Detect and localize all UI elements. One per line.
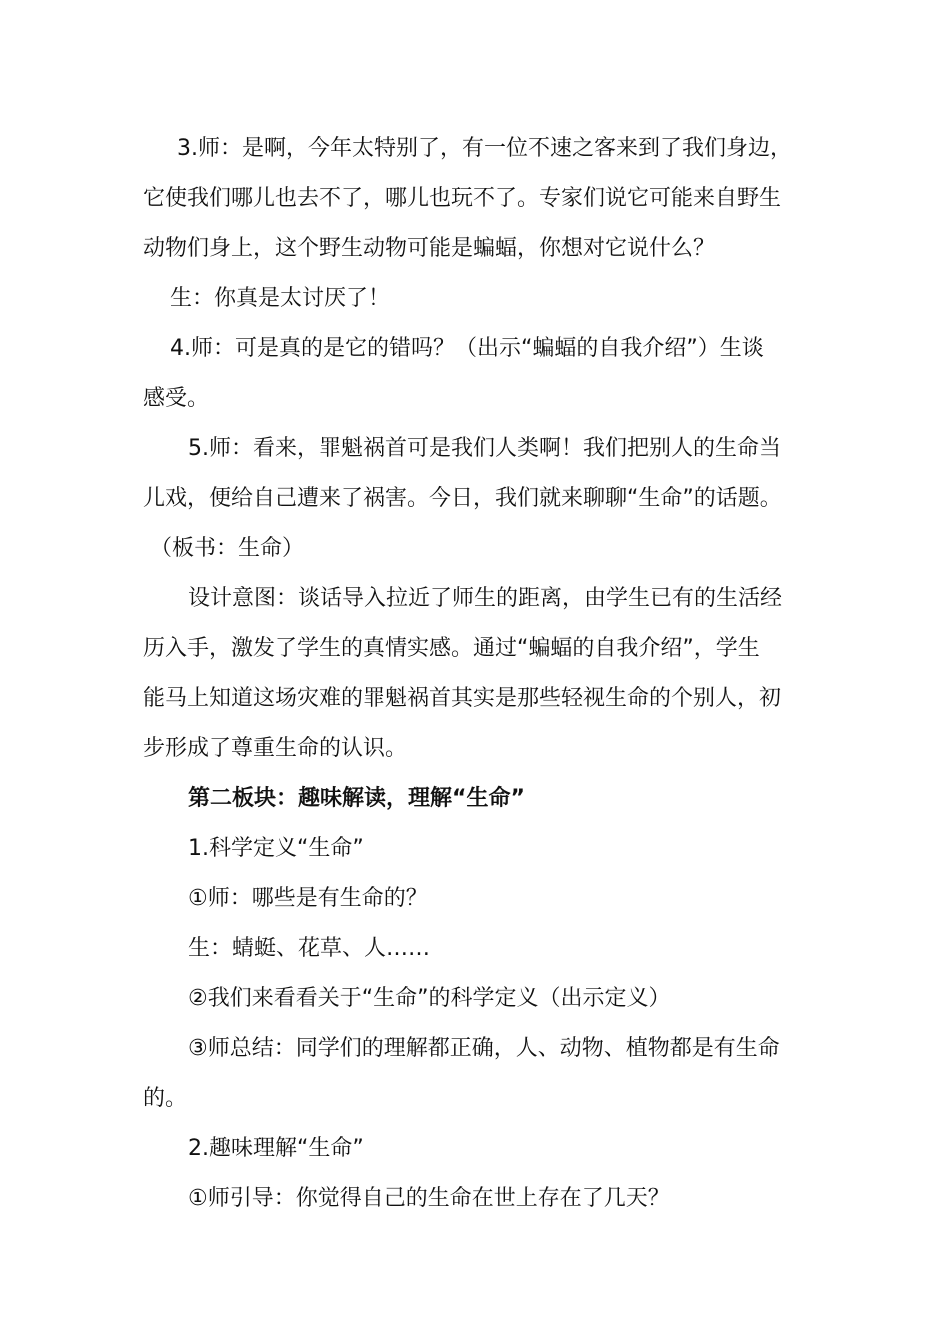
paragraph-line-1: 3.师：是啊，今年太特别了，有一位不速之客来到了我们身边， xyxy=(177,136,792,161)
paragraph-line-18: ②我们来看看关于“生命”的科学定义（出示定义） xyxy=(188,986,671,1011)
paragraph-line-2: 它使我们哪儿也去不了，哪儿也玩不了。专家们说它可能来自野生 xyxy=(143,186,782,211)
paragraph-line-19: ③师总结：同学们的理解都正确，人、动物、植物都是有生命 xyxy=(188,1036,780,1061)
paragraph-line-6: 感受。 xyxy=(143,386,210,411)
paragraph-line-17: 生：蜻蜓、花草、人…… xyxy=(188,936,431,961)
paragraph-line-13: 步形成了尊重生命的认识。 xyxy=(143,736,408,761)
paragraph-line-4: 生：你真是太讨厌了！ xyxy=(170,286,391,311)
paragraph-line-15: 1.科学定义“生命” xyxy=(188,836,364,861)
paragraph-line-8: 儿戏，便给自己遭来了祸害。今日，我们就来聊聊“生命”的话题。 xyxy=(143,486,782,511)
paragraph-line-3: 动物们身上，这个野生动物可能是蝙蝠，你想对它说什么？ xyxy=(143,236,716,261)
paragraph-line-16: ①师：哪些是有生命的？ xyxy=(188,886,428,911)
paragraph-line-20: 的。 xyxy=(143,1086,188,1111)
paragraph-line-12: 能马上知道这场灾难的罪魁祸首其实是那些轻视生命的个别人，初 xyxy=(143,686,782,711)
paragraph-line-9: （板书：生命） xyxy=(150,536,305,561)
paragraph-line-11: 历入手，激发了学生的真情实感。通过“蝙蝠的自我介绍”，学生 xyxy=(143,636,760,661)
paragraph-line-21: 2.趣味理解“生命” xyxy=(188,1136,364,1161)
paragraph-line-5: 4.师：可是真的是它的错吗？（出示“蝙蝠的自我介绍”）生谈 xyxy=(170,336,764,361)
paragraph-line-10: 设计意图：谈话导入拉近了师生的距离，由学生已有的生活经 xyxy=(188,586,783,611)
section-heading: 第二板块：趣味解读，理解“生命” xyxy=(188,786,525,811)
paragraph-line-7: 5.师：看来，罪魁祸首可是我们人类啊！我们把别人的生命当 xyxy=(188,436,781,461)
paragraph-line-22: ①师引导：你觉得自己的生命在世上存在了几天？ xyxy=(188,1186,670,1211)
